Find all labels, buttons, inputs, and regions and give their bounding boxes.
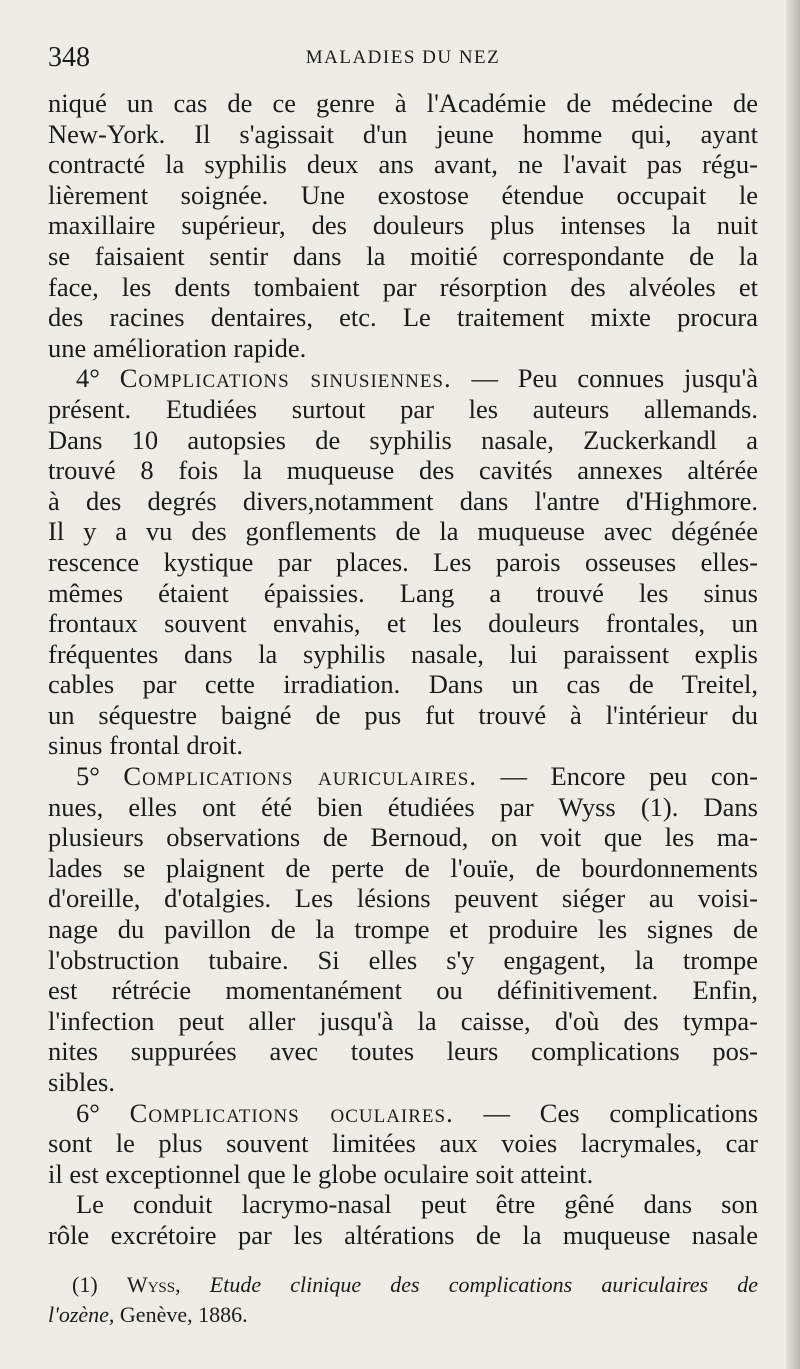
- text-line: contracté la syphilis deux ans avant, ne l'avait pas régu-: [48, 149, 758, 180]
- body-text: [48, 88, 758, 1251]
- text-line: est rétrécie momentanément ou définitivement. Enfin,: [48, 975, 758, 1006]
- text-line: Le conduit lacrymo-nasal peut être gêné dans son: [76, 1189, 758, 1220]
- section-number: 5°: [76, 761, 100, 792]
- running-header: [48, 38, 758, 78]
- footnote-publication: Genève, 1886.: [119, 1302, 248, 1327]
- footnote: [48, 1270, 758, 1330]
- running-title: MALADIES DU NEZ: [305, 47, 501, 68]
- text-line: il est exceptionnel que le globe oculaire soit atteint.: [48, 1158, 594, 1189]
- section-title: Complications sinusiennes.: [119, 363, 452, 394]
- text-line: une amélioration rapide.: [48, 332, 307, 363]
- footnote-line: [48, 1270, 758, 1300]
- text-line: fréquentes dans la syphilis nasale, lui paraissent explis: [48, 638, 758, 669]
- text-line: trouvé 8 fois la muqueuse des cavités annexes altérée: [48, 455, 758, 486]
- text-line: New-York. Il s'agissait d'un jeune homme qui, ayant: [48, 118, 758, 149]
- text-line: frontaux souvent envahis, et les douleurs frontales, un: [48, 608, 758, 639]
- text-line: l'obstruction tubaire. Si elles s'y engagent, la trompe: [48, 944, 758, 975]
- footnote-marker: (1): [72, 1272, 98, 1297]
- text-line: d'oreille, d'otalgies. Les lésions peuvent siéger au voisi-: [48, 883, 758, 914]
- text-line: Il y a vu des gonflements de la muqueuse avec dégénée: [48, 516, 758, 547]
- page-edge-shadow: [786, 0, 800, 1369]
- section-intro-text: — Peu connues jusqu'à: [471, 363, 758, 394]
- section-title: Complications auriculaires.: [123, 761, 477, 792]
- text-line: un séquestre baigné de pus fut trouvé à l'intérieur du: [48, 699, 758, 730]
- text-line: l'infection peut aller jusqu'à la caisse, d'où des tympa-: [48, 1005, 758, 1036]
- text-line: plusieurs observations de Bernoud, on voit que les ma-: [48, 822, 758, 853]
- section-number: 6°: [76, 1097, 100, 1128]
- section-heading-line: [48, 761, 758, 792]
- text-line: lièrement soignée. Une exostose étendue occupait le: [48, 179, 758, 210]
- footnote-title: Etude clinique des complications auriculaires de: [209, 1272, 759, 1297]
- text-line: lades se plaignent de perte de l'ouïe, de bourdonnements: [48, 852, 758, 883]
- text-line: nues, elles ont été bien étudiées par Wyss (1). Dans: [48, 791, 758, 822]
- footnote-author: Wyss,: [126, 1272, 181, 1297]
- text-line: des racines dentaires, etc. Le traitement mixte procura: [48, 302, 758, 333]
- section-heading-line: [48, 1098, 758, 1129]
- text-line: rescence kystique par places. Les parois osseuses elles-: [48, 546, 758, 577]
- text-line: niqué un cas de ce genre à l'Académie de médecine de: [48, 88, 758, 118]
- section-number: 4°: [76, 363, 100, 394]
- section-heading-line: [48, 363, 758, 394]
- section-title: Complications oculaires.: [129, 1097, 454, 1128]
- text-line: maxillaire supérieur, des douleurs plus intenses la nuit: [48, 210, 758, 241]
- text-line: sinus frontal droit.: [48, 730, 244, 761]
- text-line: sont le plus souvent limitées aux voies lacrymales, car: [48, 1128, 758, 1159]
- section-intro-text: — Encore peu con-: [500, 761, 759, 792]
- text-line: face, les dents tombaient par résorption des alvéoles et: [48, 271, 758, 302]
- text-line: Dans 10 autopsies de syphilis nasale, Zuckerkandl a: [48, 424, 758, 455]
- page-number: 348: [48, 42, 90, 73]
- section-intro-text: — Ces complications: [483, 1097, 759, 1128]
- text-line: nage du pavillon de la trompe et produire les signes de: [48, 914, 758, 945]
- text-line: rôle excrétoire par les altérations de la muqueuse nasale: [48, 1219, 758, 1250]
- footnote-title-end: l'ozène,: [48, 1302, 115, 1327]
- text-line: se faisaient sentir dans la moitié correspondante de la: [48, 240, 758, 271]
- text-line: à des degrés divers,notamment dans l'antre d'Highmore.: [48, 485, 758, 516]
- text-line: nites suppurées avec toutes leurs complications pos-: [48, 1036, 758, 1067]
- footnote-line: [48, 1300, 758, 1330]
- text-line: sibles.: [48, 1067, 115, 1097]
- text-line: mêmes étaient épaissies. Lang a trouvé les sinus: [48, 577, 758, 608]
- text-line: présent. Etudiées surtout par les auteurs allemands.: [48, 393, 758, 424]
- text-line: cables par cette irradiation. Dans un cas de Treitel,: [48, 669, 758, 700]
